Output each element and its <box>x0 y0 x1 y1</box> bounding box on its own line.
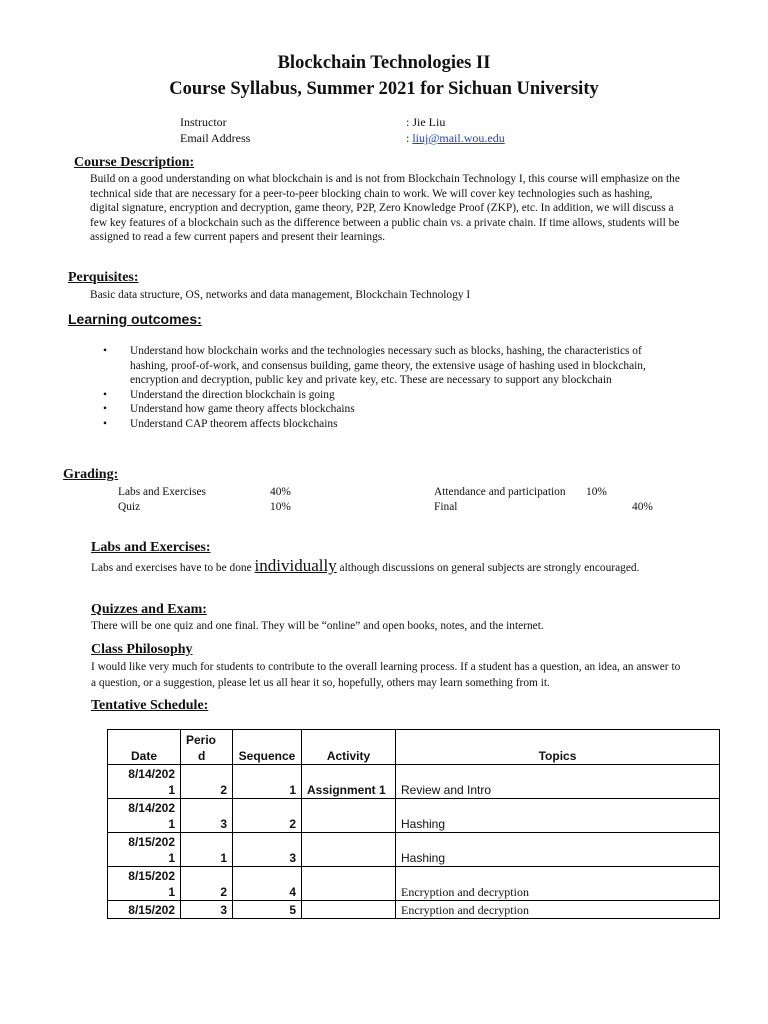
grading-percent: 10% <box>586 486 607 498</box>
cell-sequence: 2 <box>233 799 302 833</box>
table-row <box>108 901 720 919</box>
prerequisites-text: Basic data structure, OS, networks and data management, Blockchain Technology I <box>90 289 471 301</box>
cell-activity: Assignment 1 <box>302 765 396 799</box>
cell-period: 2 <box>181 765 233 799</box>
cell-activity <box>302 867 396 901</box>
cell-date: 8/15/202 1 <box>108 867 181 901</box>
header-date: Date <box>108 730 181 765</box>
header-topics: Topics <box>396 730 720 765</box>
grading-item: Final <box>434 501 458 513</box>
cell-topic: Review and Intro <box>396 765 720 799</box>
grading-item: Attendance and participation <box>434 486 566 498</box>
labs-text-after: although discussions on general subjects are strongly encouraged. <box>336 562 640 574</box>
cell-date: 8/15/202 1 <box>108 833 181 867</box>
philosophy-text: I would like very much for students to contribute to the overall learning process. If a student has a question, an idea, an answer to a question, or a suggestion, please let us all hear it so, hopefully, others may learn something from it. <box>91 661 681 689</box>
cell-sequence: 5 <box>233 901 302 919</box>
cell-period: 1 <box>181 833 233 867</box>
email-prefix: : <box>406 131 413 145</box>
list-item <box>103 388 678 403</box>
outcome-text: Understand CAP theorem affects blockchains <box>130 417 338 430</box>
cell-topic: Hashing <box>396 799 720 833</box>
labs-text-before: Labs and exercises have to be done <box>91 562 255 574</box>
header-period <box>181 730 233 765</box>
labs-emphasis: individually <box>254 556 337 575</box>
outcome-text: Understand how game theory affects blockchains <box>130 403 355 416</box>
quizzes-heading: Quizzes and Exam: <box>91 602 207 617</box>
instructor-label: Instructor <box>180 115 227 129</box>
grading-heading: Grading: <box>63 467 119 482</box>
cell-topic: Hashing <box>396 833 720 867</box>
bullet-icon: • <box>103 417 107 430</box>
cell-topic: Encryption and decryption <box>396 901 720 919</box>
grading-percent: 40% <box>270 486 291 498</box>
header-sequence: Sequence <box>233 730 302 765</box>
bullet-icon: • <box>103 388 107 401</box>
table-row <box>108 799 720 833</box>
table-row <box>108 867 720 901</box>
bullet-icon: • <box>103 403 107 416</box>
list-item <box>103 417 678 432</box>
cell-sequence: 4 <box>233 867 302 901</box>
header-activity: Activity <box>302 730 396 765</box>
learning-outcomes-list <box>103 344 678 432</box>
prerequisites-heading: Perquisites: <box>68 270 139 285</box>
header-period-part2: d <box>198 749 206 763</box>
grading-item: Labs and Exercises <box>118 486 206 498</box>
table-row <box>108 833 720 867</box>
learning-outcomes-heading: Learning outcomes: <box>68 311 202 327</box>
email-row <box>406 131 505 146</box>
grading-item: Quiz <box>118 501 141 513</box>
cell-activity <box>302 833 396 867</box>
course-description-text: Build on a good understanding on what blockchain is and is not from Blockchain Technology I, this course will emphasize on the technical side that are necessary for a peer-to-peer blocking chain to work. We will cover key technologies such as hashing, digital signature, encryption and decryption, game theory, P2P, Zero Knowledge Proof (ZKP), etc. In addition, we will discuss a few key features of a blockchain such as the difference between a public chain vs. a private chain. If time allows, students will be assigned to read a few current papers and present their learnings. <box>90 173 680 244</box>
schedule-table <box>107 729 720 919</box>
email-link[interactable]: liuj@mail.wou.edu <box>412 131 505 145</box>
cell-activity <box>302 901 396 919</box>
page-title: Blockchain Technologies II <box>277 53 491 73</box>
cell-period: 3 <box>181 799 233 833</box>
table-header-row <box>108 730 720 765</box>
list-item <box>103 344 678 388</box>
cell-activity <box>302 799 396 833</box>
instructor-value: : Jie Liu <box>406 115 446 129</box>
table-row <box>108 765 720 799</box>
grading-percent: 10% <box>270 501 291 513</box>
bullet-icon: • <box>103 345 107 357</box>
labs-heading: Labs and Exercises: <box>91 540 211 555</box>
quizzes-text: There will be one quiz and one final. They will be “online” and open books, notes, and the internet. <box>91 620 544 632</box>
cell-sequence: 3 <box>233 833 302 867</box>
cell-date: 8/14/202 1 <box>108 799 181 833</box>
grading-percent: 40% <box>632 501 653 513</box>
cell-date: 8/14/202 1 <box>108 765 181 799</box>
cell-topic: Encryption and decryption <box>396 867 720 901</box>
page-subtitle: Course Syllabus, Summer 2021 for Sichuan University <box>169 79 599 99</box>
philosophy-heading: Class Philosophy <box>91 642 193 657</box>
email-label: Email Address <box>180 131 251 145</box>
course-description-heading: Course Description: <box>74 155 195 170</box>
labs-text <box>91 558 651 576</box>
cell-period: 3 <box>181 901 233 919</box>
outcome-text: Understand the direction blockchain is going <box>130 388 335 401</box>
outcome-text: Understand how blockchain works and the technologies necessary such as blocks, hashing, the characteristics of hashing, proof-of-work, and consensus building, game theory, the extensive usage of hashing used in blockchain, encryption and decryption, public key and private key, etc. These are necessary to support any blockchain <box>130 345 646 387</box>
cell-date: 8/15/202 <box>108 901 181 919</box>
header-period-part1: Perio <box>186 733 217 747</box>
cell-period: 2 <box>181 867 233 901</box>
list-item <box>103 402 678 417</box>
cell-sequence: 1 <box>233 765 302 799</box>
schedule-heading: Tentative Schedule: <box>91 698 209 713</box>
